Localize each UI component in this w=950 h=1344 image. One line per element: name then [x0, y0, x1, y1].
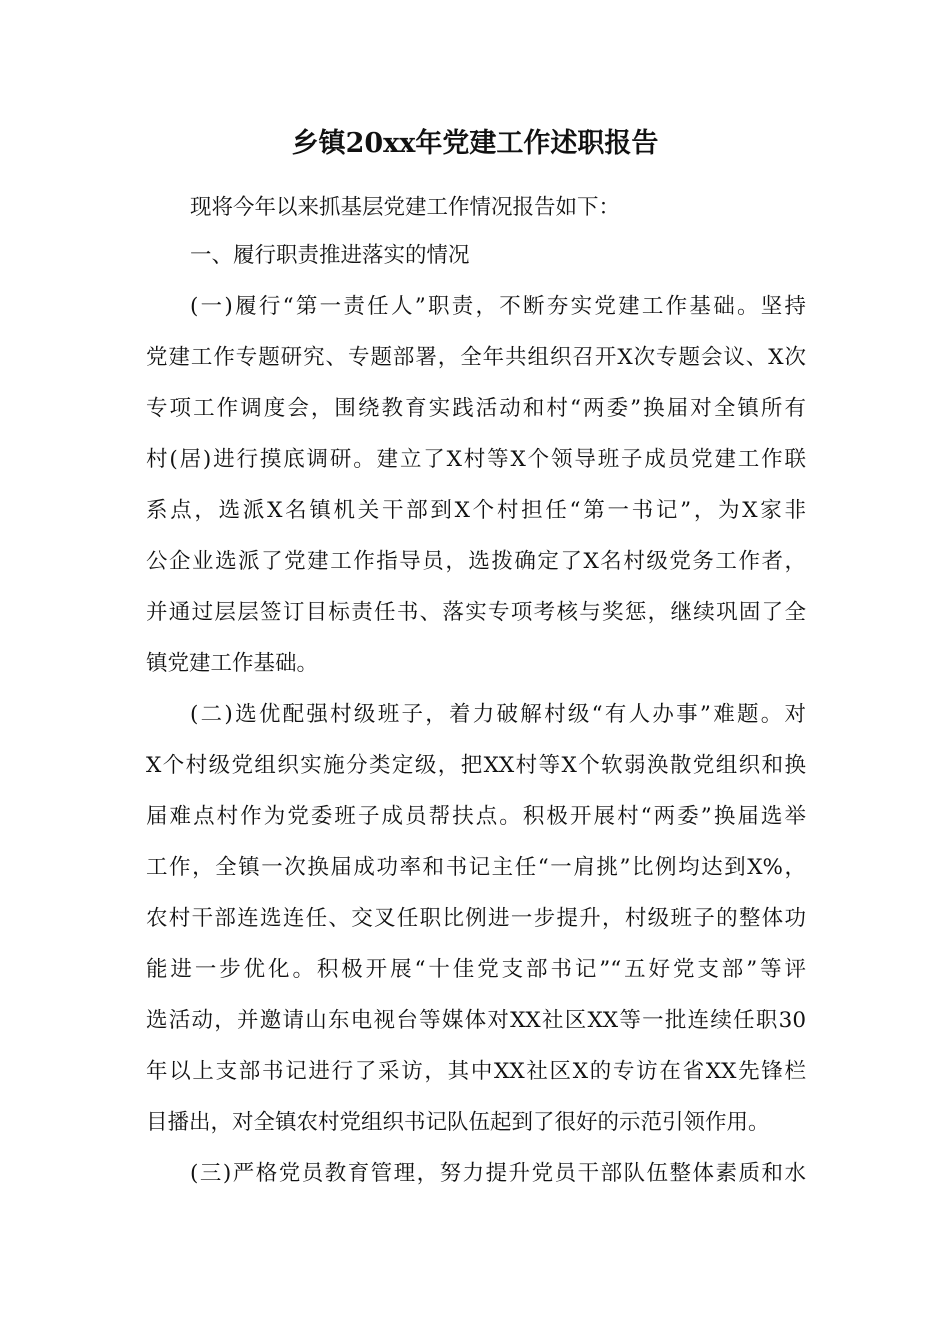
- paragraph-line: 镇党建工作基础。: [146, 651, 319, 676]
- paragraph-line: 并通过层层签订目标责任书、落实专项考核与奖惩，继续巩固了全: [146, 600, 806, 625]
- paragraph-line: X个村级党组织实施分类定级，把XX村等X个软弱涣散党组织和换: [146, 753, 806, 778]
- paragraph-line: 能进一步优化。积极开展“十佳党支部书记”“五好党支部”等评: [146, 957, 806, 982]
- section-heading-1: 一、履行职责推进落实的情况: [190, 243, 470, 268]
- paragraph-line: 系点，选派X名镇机关干部到X个村担任“第一书记”，为X家非: [146, 498, 806, 523]
- paragraph-line: 公企业选派了党建工作指导员，选拨确定了X名村级党务工作者，: [146, 549, 806, 574]
- paragraph-intro: 现将今年以来抓基层党建工作情况报告如下：: [190, 195, 621, 220]
- paragraph-line: (二)选优配强村级班子，着力破解村级“有人办事”难题。对: [190, 702, 806, 727]
- paragraph-line: 选活动，并邀请山东电视台等媒体对XX社区XX等一批连续任职30: [146, 1008, 806, 1033]
- paragraph-line: (一)履行“第一责任人”职责，不断夯实党建工作基础。坚持: [190, 294, 806, 319]
- paragraph-line: 工作，全镇一次换届成功率和书记主任“一肩挑”比例均达到X%，: [146, 855, 806, 880]
- paragraph-line: 村(居)进行摸底调研。建立了X村等X个领导班子成员党建工作联: [146, 447, 806, 472]
- paragraph-line: 目播出，对全镇农村党组织书记队伍起到了很好的示范引领作用。: [146, 1110, 770, 1135]
- paragraph-line: 农村干部连选连任、交叉任职比例进一步提升，村级班子的整体功: [146, 906, 806, 931]
- paragraph-line: 届难点村作为党委班子成员帮扶点。积极开展村“两委”换届选举: [146, 804, 806, 829]
- paragraph-line: (三)严格党员教育管理，努力提升党员干部队伍整体素质和水: [190, 1161, 806, 1186]
- paragraph-line: 年以上支部书记进行了采访，其中XX社区X的专访在省XX先锋栏: [146, 1059, 806, 1084]
- paragraph-line: 党建工作专题研究、专题部署，全年共组织召开X次专题会议、X次: [146, 345, 806, 370]
- paragraph-line: 专项工作调度会，围绕教育实践活动和村“两委”换届对全镇所有: [146, 396, 806, 421]
- document-title: 乡镇20xx年党建工作述职报告: [291, 128, 659, 159]
